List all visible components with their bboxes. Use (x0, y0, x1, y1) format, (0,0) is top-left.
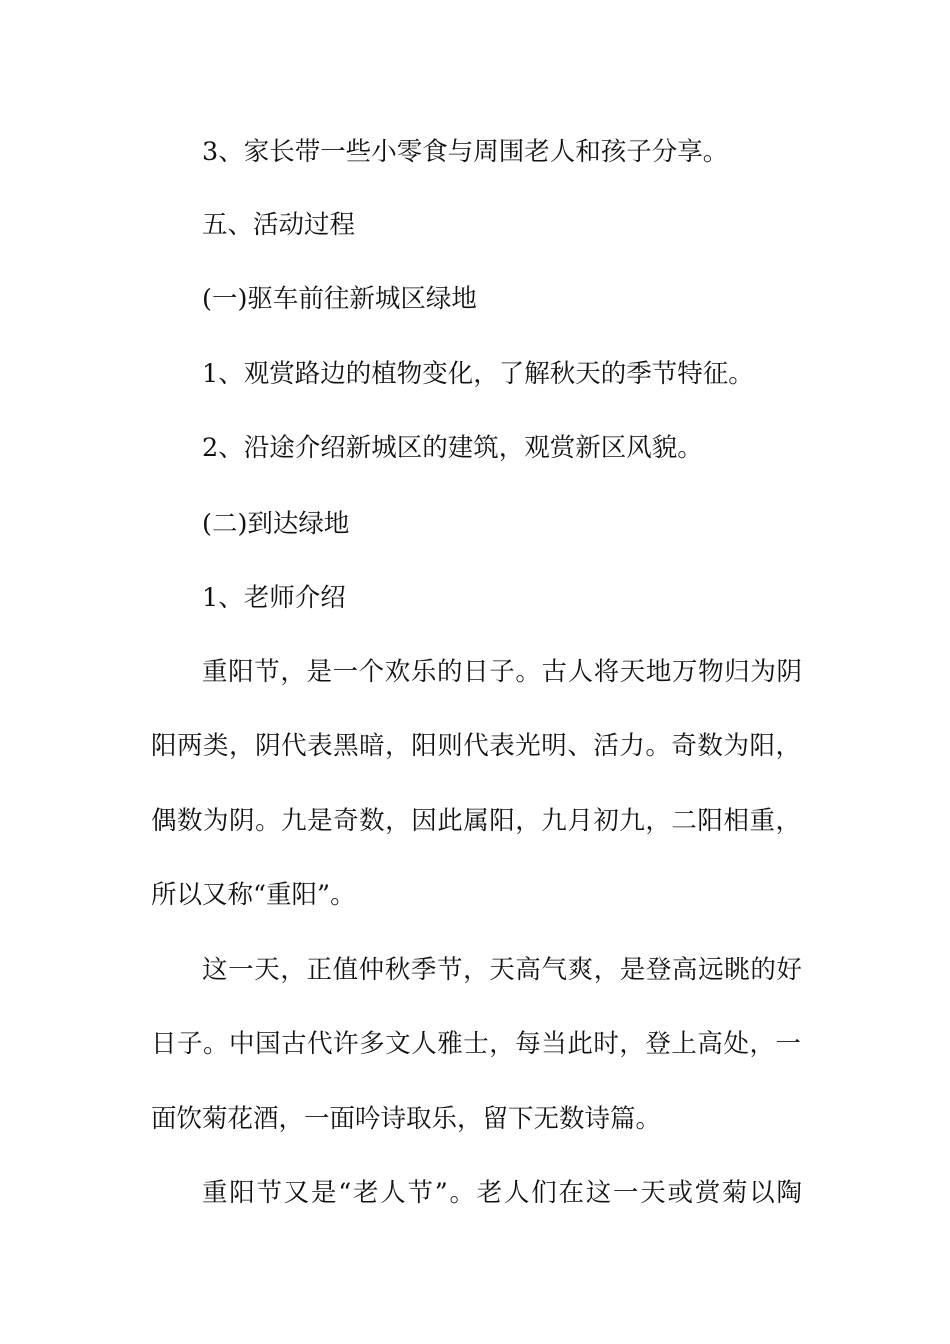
paragraph-line: 阳两类，阴代表黑暗，阳则代表光明、活力。奇数为阳， (151, 731, 801, 761)
list-item-snacks: 3、家长带一些小零食与周围老人和孩子分享。 (202, 137, 729, 167)
paragraph-line: 偶数为阴。九是奇数，因此属阳，九月初九，二阳相重， (151, 806, 801, 836)
subsection-heading-drive: (一)驱车前往新城区绿地 (202, 284, 477, 314)
paragraph-line: 面饮菊花酒，一面吟诗取乐，留下无数诗篇。 (151, 1104, 662, 1134)
paragraph-line: 所以又称“重阳”。 (151, 880, 356, 910)
list-item-plants: 1、观赏路边的植物变化，了解秋天的季节特征。 (202, 359, 754, 389)
list-item-buildings: 2、沿途介绍新城区的建筑，观赏新区风貌。 (202, 433, 703, 463)
paragraph-line: 重阳节又是“老人节”。老人们在这一天或赏菊以陶 (202, 1178, 802, 1208)
list-item-teacher-intro: 1、老师介绍 (202, 583, 346, 613)
paragraph-line: 重阳节，是一个欢乐的日子。古人将天地万物归为阴 (202, 657, 802, 687)
paragraph-line: 这一天，正值仲秋季节，天高气爽，是登高远眺的好 (202, 955, 802, 985)
subsection-heading-arrive: (二)到达绿地 (202, 509, 350, 539)
paragraph-line: 日子。中国古代许多文人雅士，每当此时，登上高处，一 (151, 1029, 801, 1059)
section-heading-activity-process: 五、活动过程 (202, 210, 356, 240)
